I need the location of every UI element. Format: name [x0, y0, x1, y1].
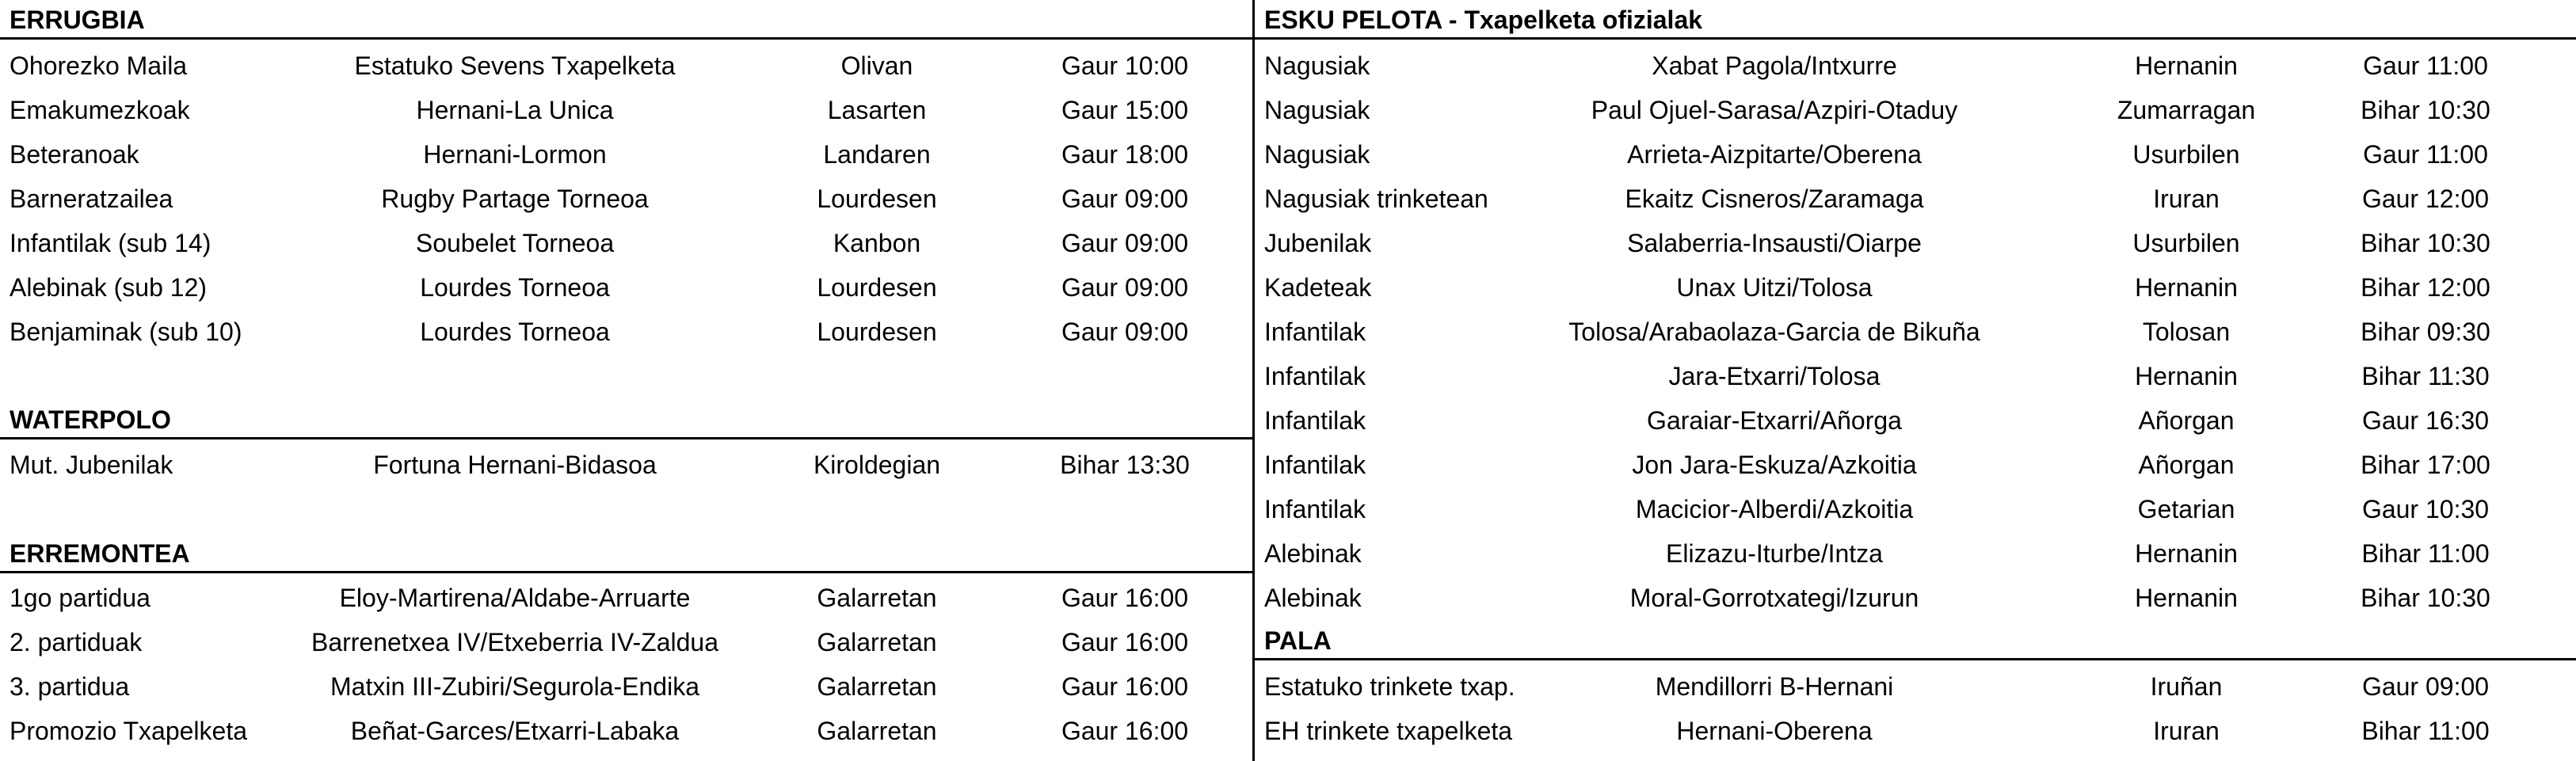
category-cell: Emakumezkoak	[10, 96, 190, 124]
match-cell: Matxin III-Zubiri/Segurola-Endika	[330, 672, 699, 701]
category-cell: Benjaminak (sub 10)	[10, 318, 242, 346]
section-title-esku-pelota: ESKU PELOTA - Txapelketa ofizialak	[1255, 0, 2576, 40]
time-cell: Bihar 10:30	[2361, 96, 2490, 124]
time-cell: Bihar 11:00	[2361, 539, 2490, 568]
section-title-waterpolo: WATERPOLO	[0, 400, 1253, 439]
venue-cell: Zumarragan	[2117, 96, 2256, 124]
match-cell: Macicior-Alberdi/Azkoitia	[1635, 495, 1914, 523]
table-row	[1255, 221, 2576, 265]
time-cell: Gaur 10:30	[2361, 495, 2490, 523]
time-cell: Gaur 12:00	[2361, 185, 2490, 213]
category-cell: Nagusiak	[1264, 51, 1370, 80]
match-cell: Tolosa/Arabaolaza-Garcia de Bikuña	[1568, 318, 1980, 346]
match-cell: Jara-Etxarri/Tolosa	[1668, 362, 1881, 390]
table-row	[0, 620, 1253, 664]
time-cell: Gaur 09:00	[1061, 229, 1189, 257]
table-row	[1255, 709, 2576, 753]
venue-cell: Usurbilen	[2132, 229, 2240, 257]
venue-cell: Getarian	[2137, 495, 2235, 523]
category-cell: 3. partidua	[10, 672, 130, 701]
category-cell: Nagusiak	[1264, 140, 1370, 169]
match-cell: Lourdes Torneoa	[420, 273, 610, 302]
time-cell: Bihar 09:30	[2361, 318, 2490, 346]
venue-cell: Galarretan	[817, 672, 937, 701]
match-cell: Garaiar-Etxarri/Añorga	[1647, 406, 1902, 435]
category-cell: Kadeteak	[1264, 273, 1372, 302]
time-cell: Gaur 16:00	[1061, 717, 1189, 745]
table-row	[0, 709, 1253, 753]
venue-cell: Hernanin	[2135, 51, 2238, 80]
category-cell: Promozio Txapelketa	[10, 717, 247, 745]
venue-cell: Iruran	[2153, 185, 2220, 213]
category-cell: Alebinak	[1264, 584, 1362, 612]
time-cell: Bihar 10:30	[2361, 229, 2490, 257]
time-cell: Bihar 13:30	[1060, 451, 1190, 479]
match-cell: Lourdes Torneoa	[420, 318, 610, 346]
time-cell: Gaur 09:00	[2361, 672, 2490, 701]
match-cell: Xabat Pagola/Intxurre	[1652, 51, 1897, 80]
category-cell: 1go partidua	[10, 584, 151, 612]
table-row	[1255, 88, 2576, 132]
time-cell: Gaur 16:30	[2361, 406, 2490, 435]
table-row	[1255, 576, 2576, 620]
section-title-pala: PALA	[1255, 621, 2576, 660]
time-cell: Gaur 11:00	[2363, 140, 2488, 169]
category-cell: Beteranoak	[10, 140, 139, 169]
table-row	[1255, 44, 2576, 88]
category-cell: Estatuko trinkete txap.	[1264, 672, 1515, 701]
venue-cell: Hernanin	[2135, 584, 2238, 612]
time-cell: Bihar 10:30	[2361, 584, 2490, 612]
table-row	[1255, 132, 2576, 177]
venue-cell: Hernanin	[2135, 273, 2238, 302]
category-cell: Jubenilak	[1264, 229, 1372, 257]
time-cell: Bihar 17:00	[2361, 451, 2490, 479]
time-cell: Gaur 16:00	[1061, 672, 1189, 701]
venue-cell: Kanbon	[833, 229, 921, 257]
match-cell: Ekaitz Cisneros/Zaramaga	[1625, 185, 1924, 213]
venue-cell: Hernanin	[2135, 362, 2238, 390]
section-title-erremontea: ERREMONTEA	[0, 534, 1253, 573]
category-cell: Infantilak	[1264, 406, 1366, 435]
time-cell: Gaur 16:00	[1061, 628, 1189, 656]
time-cell: Bihar 11:00	[2361, 717, 2490, 745]
venue-cell: Olivan	[840, 51, 913, 80]
match-cell: Unax Uitzi/Tolosa	[1676, 273, 1873, 302]
venue-cell: Landaren	[823, 140, 931, 169]
category-cell: Infantilak	[1264, 495, 1366, 523]
venue-cell: Galarretan	[817, 584, 937, 612]
venue-cell: Iruñan	[2150, 672, 2223, 701]
venue-cell: Tolosan	[2142, 318, 2231, 346]
table-row	[0, 664, 1253, 709]
match-cell: Mendillorri B-Hernani	[1655, 672, 1894, 701]
category-cell: EH trinkete txapelketa	[1264, 717, 1513, 745]
venue-cell: Lasarten	[827, 96, 927, 124]
match-cell: Jon Jara-Eskuza/Azkoitia	[1632, 451, 1917, 479]
venue-cell: Lourdesen	[817, 185, 937, 213]
venue-cell: Lourdesen	[817, 273, 937, 302]
table-row	[0, 576, 1253, 620]
category-cell: Infantilak	[1264, 362, 1366, 390]
table-row	[0, 44, 1253, 88]
category-cell: Alebinak	[1264, 539, 1362, 568]
venue-cell: Kiroldegian	[813, 451, 941, 479]
match-cell: Paul Ojuel-Sarasa/Azpiri-Otaduy	[1591, 96, 1958, 124]
venue-cell: Galarretan	[817, 628, 937, 656]
category-cell: Infantilak	[1264, 451, 1366, 479]
match-cell: Salaberria-Insausti/Oiarpe	[1627, 229, 1922, 257]
table-row	[1255, 177, 2576, 221]
category-cell: Infantilak	[1264, 318, 1366, 346]
category-cell: Ohorezko Maila	[10, 51, 188, 80]
venue-cell: Galarretan	[817, 717, 937, 745]
time-cell: Gaur 10:00	[1061, 51, 1189, 80]
match-cell: Hernani-Lormon	[423, 140, 607, 169]
venue-cell: Hernanin	[2135, 539, 2238, 568]
match-cell: Hernani-La Unica	[416, 96, 614, 124]
table-row	[1255, 487, 2576, 531]
table-row	[0, 221, 1253, 265]
venue-cell: Añorgan	[2138, 451, 2235, 479]
time-cell: Gaur 09:00	[1061, 273, 1189, 302]
category-cell: Nagusiak	[1264, 96, 1370, 124]
right-column	[1255, 0, 2576, 761]
venue-cell: Iruran	[2153, 717, 2220, 745]
match-cell: Beñat-Garces/Etxarri-Labaka	[350, 717, 680, 745]
time-cell: Bihar 11:30	[2361, 362, 2490, 390]
match-cell: Eloy-Martirena/Aldabe-Arruarte	[339, 584, 691, 612]
category-cell: 2. partiduak	[10, 628, 143, 656]
category-cell: Alebinak (sub 12)	[10, 273, 208, 302]
table-row	[0, 88, 1253, 132]
table-row	[0, 443, 1253, 487]
category-cell: Mut. Jubenilak	[10, 451, 173, 479]
table-row	[0, 177, 1253, 221]
left-column	[0, 0, 1253, 761]
time-cell: Gaur 18:00	[1061, 140, 1189, 169]
match-cell: Soubelet Torneoa	[415, 229, 615, 257]
match-cell: Elizazu-Iturbe/Intza	[1666, 539, 1883, 568]
time-cell: Gaur 16:00	[1061, 584, 1189, 612]
table-row	[1255, 354, 2576, 398]
match-cell: Moral-Gorrotxategi/Izurun	[1629, 584, 1919, 612]
table-row	[1255, 265, 2576, 310]
table-row	[0, 132, 1253, 177]
venue-cell: Añorgan	[2138, 406, 2235, 435]
match-cell: Rugby Partage Torneoa	[381, 185, 649, 213]
category-cell: Infantilak (sub 14)	[10, 229, 211, 257]
table-row	[0, 310, 1253, 354]
time-cell: Gaur 11:00	[2363, 51, 2488, 80]
table-row	[1255, 531, 2576, 576]
category-cell: Nagusiak trinketean	[1264, 185, 1488, 213]
match-cell: Barrenetxea IV/Etxeberria IV-Zaldua	[311, 628, 719, 656]
time-cell: Gaur 09:00	[1061, 185, 1189, 213]
time-cell: Gaur 09:00	[1061, 318, 1189, 346]
table-row	[1255, 398, 2576, 443]
match-cell: Hernani-Oberena	[1676, 717, 1873, 745]
table-row	[1255, 443, 2576, 487]
time-cell: Bihar 12:00	[2361, 273, 2490, 302]
match-cell: Estatuko Sevens Txapelketa	[354, 51, 676, 80]
match-cell: Fortuna Hernani-Bidasoa	[373, 451, 657, 479]
match-cell: Arrieta-Aizpitarte/Oberena	[1627, 140, 1922, 169]
category-cell: Barneratzailea	[10, 185, 173, 213]
venue-cell: Usurbilen	[2132, 140, 2240, 169]
venue-cell: Lourdesen	[817, 318, 937, 346]
table-row	[0, 265, 1253, 310]
table-row	[1255, 664, 2576, 709]
time-cell: Gaur 15:00	[1061, 96, 1189, 124]
section-title-errugbia: ERRUGBIA	[0, 0, 1253, 40]
table-row	[1255, 310, 2576, 354]
